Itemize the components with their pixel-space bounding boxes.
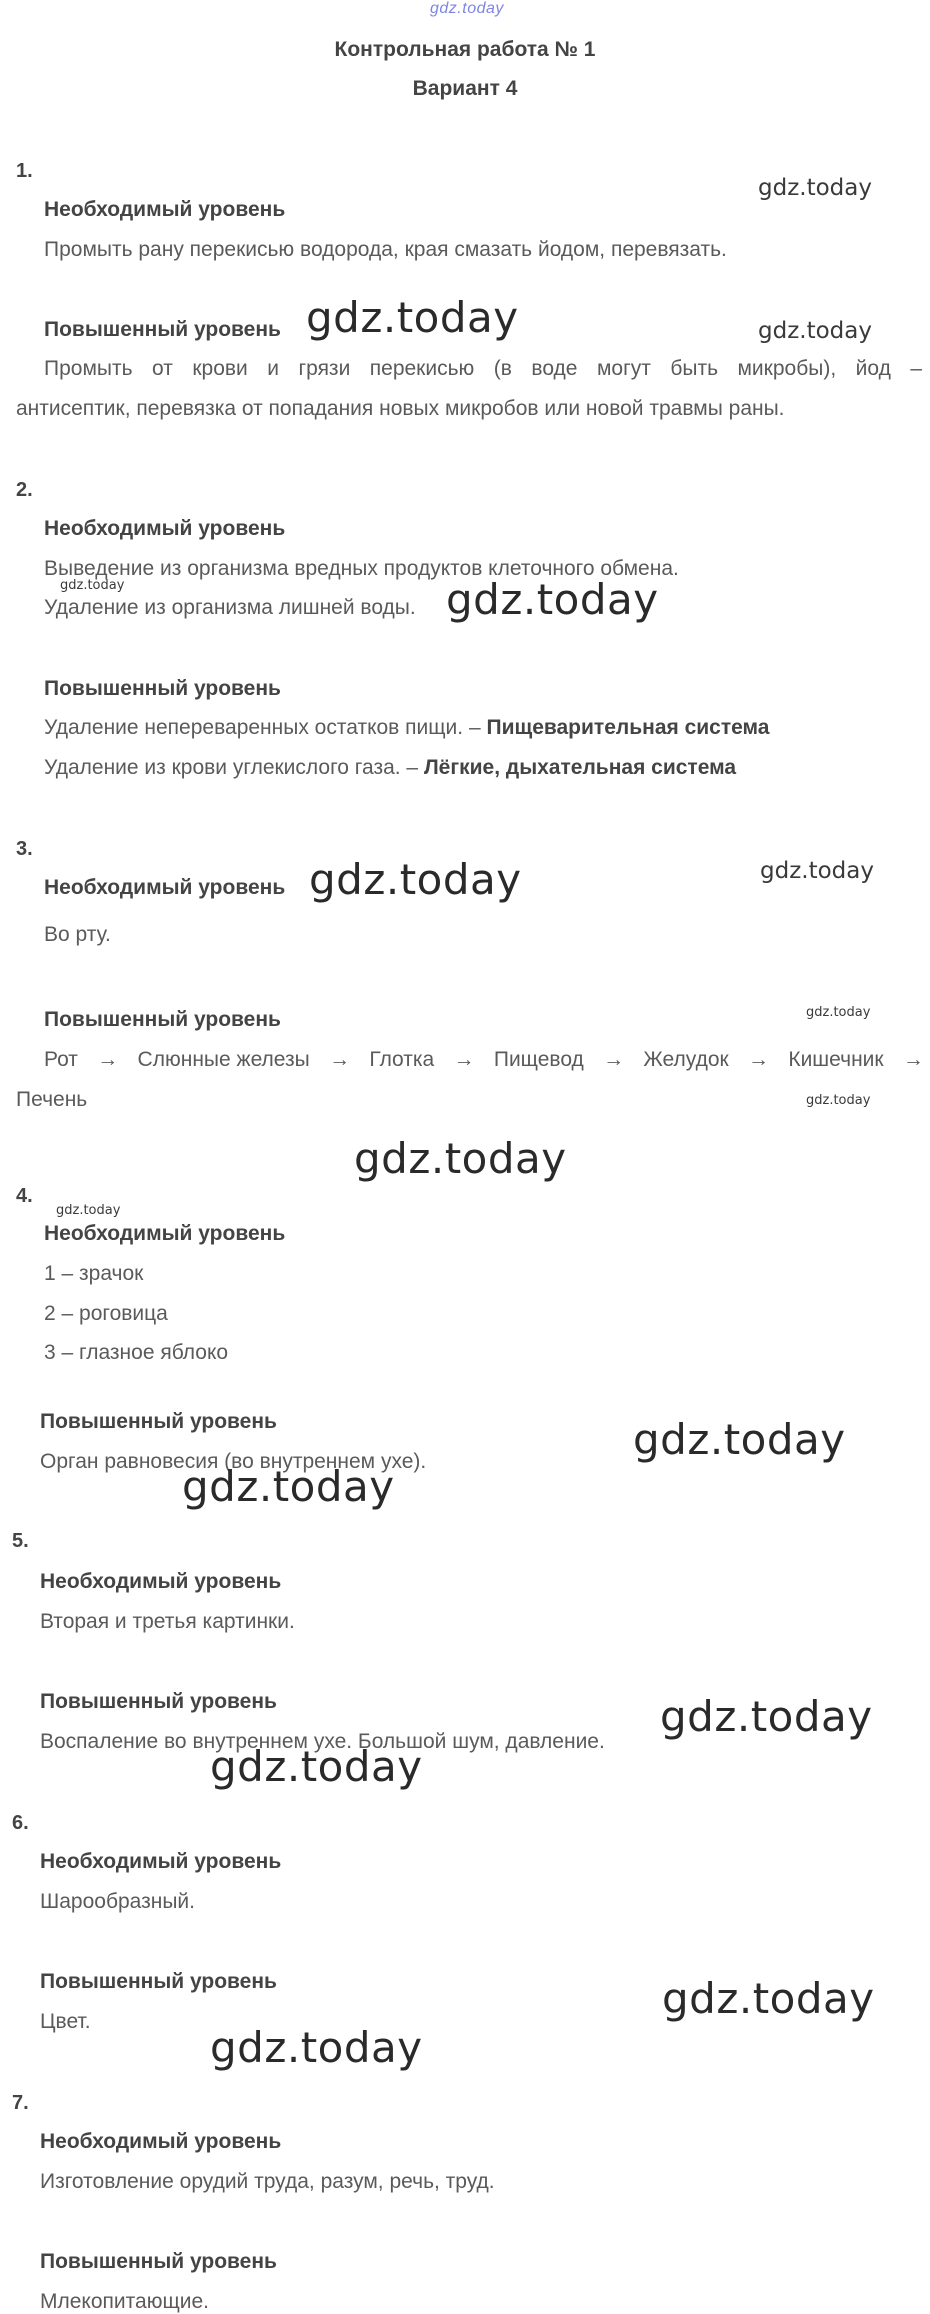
advanced-level-label: Повышенный уровень — [40, 1970, 277, 1993]
answer-highlight: Лёгкие, дыхательная система — [423, 756, 737, 779]
answer-text: Удаление из крови углекислого газа. – Лёгкие, дыхательная система — [44, 756, 737, 779]
basic-level-label: Необходимый уровень — [44, 1222, 286, 1245]
basic-level-label: Необходимый уровень — [44, 198, 286, 221]
answer-text: Вторая и третья картинки. — [40, 1610, 295, 1633]
question-number: 7. — [12, 2092, 29, 2114]
watermark: gdz.today — [306, 293, 519, 342]
basic-level-label: Необходимый уровень — [44, 876, 286, 899]
watermark: gdz.today — [354, 1134, 567, 1183]
watermark: gdz.today — [633, 1415, 846, 1464]
answer-text: Изготовление орудий труда, разум, речь, труд. — [40, 2170, 495, 2193]
answer-text: Удаление из организма лишней воды. — [44, 596, 416, 619]
variant-title: Вариант 4 — [412, 77, 518, 100]
answer-text: 1 – зрачок — [44, 1262, 144, 1285]
advanced-level-label: Повышенный уровень — [40, 1410, 277, 1433]
answer-text: Промыть рану перекисью водорода, края смазать йодом, перевязать. — [44, 238, 727, 261]
watermark: gdz.today — [56, 1203, 121, 1218]
watermark: gdz.today — [60, 578, 125, 593]
watermark: gdz.today — [182, 1462, 395, 1511]
answer-text: антисептик, перевязка от попадания новых микробов или новой травмы раны. — [16, 397, 785, 420]
answer-text: Выведение из организма вредных продуктов клеточного обмена. — [44, 557, 679, 580]
organ-chain: Рот → Слюнные железы → Глотка → Пищевод → Желудок → Кишечник → — [44, 1048, 924, 1071]
advanced-level-label: Повышенный уровень — [40, 2250, 277, 2273]
advanced-level-label: Повышенный уровень — [44, 318, 281, 341]
page-title: Контрольная работа № 1 — [334, 38, 596, 61]
answer-text: Млекопитающие. — [40, 2290, 209, 2313]
answer-text: Удаление непереваренных остатков пищи. – Пищеварительная система — [44, 716, 770, 739]
answer-highlight: Пищеварительная система — [486, 716, 770, 739]
question-number: 4. — [16, 1185, 33, 1207]
answer-text: 2 – роговица — [44, 1302, 168, 1325]
basic-level-label: Необходимый уровень — [40, 1850, 282, 1873]
site-logo[interactable]: gdz.today — [430, 0, 504, 17]
basic-level-label: Необходимый уровень — [44, 517, 286, 540]
watermark: gdz.today — [660, 1692, 873, 1741]
watermark: gdz.today — [758, 175, 872, 201]
answer-text: Цвет. — [40, 2010, 91, 2033]
question-number: 5. — [12, 1530, 29, 1552]
question-number: 3. — [16, 838, 33, 860]
answer-text: Орган равновесия (во внутреннем ухе). — [40, 1450, 427, 1473]
watermark: gdz.today — [210, 1742, 423, 1791]
watermark: gdz.today — [446, 575, 659, 624]
basic-level-label: Необходимый уровень — [40, 1570, 282, 1593]
answer-text: 3 – глазное яблоко — [44, 1341, 229, 1364]
advanced-level-label: Повышенный уровень — [44, 1008, 281, 1031]
basic-level-label: Необходимый уровень — [40, 2130, 282, 2153]
advanced-level-label: Повышенный уровень — [44, 677, 281, 700]
question-number: 6. — [12, 1812, 29, 1834]
watermark: gdz.today — [806, 1005, 871, 1020]
watermark: gdz.today — [662, 1974, 875, 2023]
watermark: gdz.today — [309, 855, 522, 904]
watermark: gdz.today — [210, 2023, 423, 2072]
answer-text: Шарообразный. — [40, 1890, 195, 1913]
answer-text: Печень — [16, 1088, 88, 1111]
question-number: 1. — [16, 160, 33, 182]
answer-text: Воспаление во внутреннем ухе. Большой шум, давление. — [40, 1730, 605, 1753]
question-number: 2. — [16, 479, 33, 501]
answer-text: Промыть от крови и грязи перекисью (в воде могут быть микробы), йод – — [44, 357, 922, 380]
answer-text: Во рту. — [44, 923, 111, 946]
watermark: gdz.today — [806, 1093, 871, 1108]
watermark: gdz.today — [758, 318, 872, 344]
watermark: gdz.today — [760, 858, 874, 884]
advanced-level-label: Повышенный уровень — [40, 1690, 277, 1713]
